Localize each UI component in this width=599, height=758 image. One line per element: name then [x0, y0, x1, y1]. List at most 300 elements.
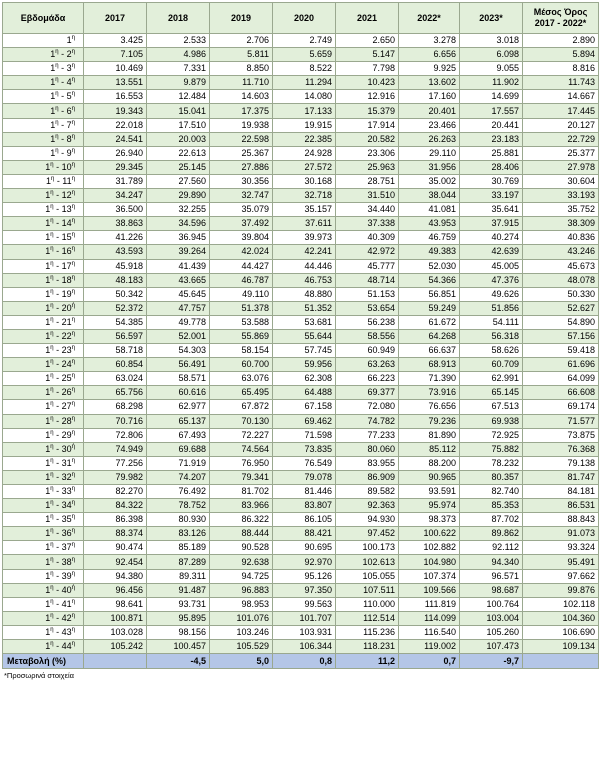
- value-cell: 55.644: [273, 329, 336, 343]
- value-cell: 30.356: [210, 174, 273, 188]
- table-row: [3, 414, 599, 428]
- value-cell: 69.377: [336, 386, 399, 400]
- average-cell: 8.816: [523, 62, 599, 76]
- value-cell: 67.872: [210, 400, 273, 414]
- week-cell: $1^\eta - 27^\eta$: [3, 400, 84, 414]
- header-week: Εβδομάδα: [3, 3, 84, 34]
- value-cell: 3.018: [460, 34, 523, 48]
- value-cell: 78.232: [460, 456, 523, 470]
- value-cell: 10.423: [336, 76, 399, 90]
- value-cell: 11.294: [273, 76, 336, 90]
- header-year: 2019: [210, 3, 273, 34]
- table-row: [3, 90, 599, 104]
- average-cell: 66.608: [523, 386, 599, 400]
- week-cell: $1^\eta - 3^\eta$: [3, 62, 84, 76]
- value-cell: 45.777: [336, 259, 399, 273]
- value-cell: 48.183: [84, 273, 147, 287]
- value-cell: 94.380: [84, 569, 147, 583]
- value-cell: 49.778: [147, 315, 210, 329]
- value-cell: 60.854: [84, 358, 147, 372]
- value-cell: 49.383: [399, 245, 460, 259]
- average-cell: 14.667: [523, 90, 599, 104]
- week-cell: $1^\eta - 22^\eta$: [3, 329, 84, 343]
- value-cell: 30.769: [460, 174, 523, 188]
- value-cell: 83.807: [273, 499, 336, 513]
- value-cell: 68.913: [399, 358, 460, 372]
- value-cell: 116.540: [399, 625, 460, 639]
- value-cell: 65.495: [210, 386, 273, 400]
- value-cell: 36.500: [84, 203, 147, 217]
- table-row: [3, 527, 599, 541]
- value-cell: 40.309: [336, 231, 399, 245]
- value-cell: 96.456: [84, 583, 147, 597]
- value-cell: 86.398: [84, 513, 147, 527]
- value-cell: 2.706: [210, 34, 273, 48]
- value-cell: 49.626: [460, 287, 523, 301]
- value-cell: 26.940: [84, 146, 147, 160]
- value-cell: 101.707: [273, 611, 336, 625]
- value-cell: 39.264: [147, 245, 210, 259]
- value-cell: 43.665: [147, 273, 210, 287]
- value-cell: 11.710: [210, 76, 273, 90]
- week-cell: $1^\eta - 26^\eta$: [3, 386, 84, 400]
- value-cell: 107.374: [399, 569, 460, 583]
- value-cell: 118.231: [336, 640, 399, 654]
- value-cell: 17.133: [273, 104, 336, 118]
- value-cell: 97.350: [273, 583, 336, 597]
- value-cell: 32.718: [273, 189, 336, 203]
- value-cell: 95.126: [273, 569, 336, 583]
- value-cell: 42.639: [460, 245, 523, 259]
- header-average-line1: Μέσος Όρος: [533, 7, 588, 17]
- value-cell: 74.564: [210, 442, 273, 456]
- week-cell: $1^\eta - 38^\eta$: [3, 555, 84, 569]
- value-cell: 43.953: [399, 217, 460, 231]
- table-row: [3, 372, 599, 386]
- value-cell: 104.980: [399, 555, 460, 569]
- value-cell: 100.457: [147, 640, 210, 654]
- value-cell: 87.702: [460, 513, 523, 527]
- week-cell: $1^\eta - 20^ή$: [3, 301, 84, 315]
- value-cell: 72.080: [336, 400, 399, 414]
- average-cell: 40.836: [523, 231, 599, 245]
- value-cell: 92.112: [460, 541, 523, 555]
- week-cell: $1^\eta - 12^\eta$: [3, 189, 84, 203]
- week-cell: $1^\eta - 36^\eta$: [3, 527, 84, 541]
- table-row: [3, 428, 599, 442]
- value-cell: 46.759: [399, 231, 460, 245]
- table-row: [3, 625, 599, 639]
- value-cell: 86.322: [210, 513, 273, 527]
- value-cell: 2.533: [147, 34, 210, 48]
- value-cell: 103.028: [84, 625, 147, 639]
- footer-average: [523, 654, 599, 669]
- value-cell: 3.278: [399, 34, 460, 48]
- table-row: [3, 48, 599, 62]
- value-cell: 100.622: [399, 527, 460, 541]
- header-row: [3, 3, 599, 34]
- average-cell: 22.729: [523, 132, 599, 146]
- average-cell: 30.604: [523, 174, 599, 188]
- value-cell: 88.444: [210, 527, 273, 541]
- value-cell: 58.571: [147, 372, 210, 386]
- value-cell: 97.452: [336, 527, 399, 541]
- value-cell: 39.973: [273, 231, 336, 245]
- value-cell: 57.745: [273, 344, 336, 358]
- value-cell: 80.930: [147, 513, 210, 527]
- value-cell: 77.233: [336, 428, 399, 442]
- value-cell: 47.757: [147, 301, 210, 315]
- value-cell: 79.236: [399, 414, 460, 428]
- value-cell: 62.308: [273, 372, 336, 386]
- value-cell: 8.850: [210, 62, 273, 76]
- table-row: [3, 174, 599, 188]
- value-cell: 72.806: [84, 428, 147, 442]
- value-cell: 38.044: [399, 189, 460, 203]
- value-cell: 119.002: [399, 640, 460, 654]
- value-cell: 60.700: [210, 358, 273, 372]
- value-cell: 13.551: [84, 76, 147, 90]
- value-cell: 70.130: [210, 414, 273, 428]
- week-cell: $1^\eta - 5^\eta$: [3, 90, 84, 104]
- value-cell: 80.357: [460, 470, 523, 484]
- table-row: [3, 456, 599, 470]
- footer-label: Μεταβολή (%): [3, 654, 84, 669]
- value-cell: 84.322: [84, 499, 147, 513]
- value-cell: 65.137: [147, 414, 210, 428]
- value-cell: 74.782: [336, 414, 399, 428]
- average-cell: 20.127: [523, 118, 599, 132]
- footer-value: 11,2: [336, 654, 399, 669]
- value-cell: 61.672: [399, 315, 460, 329]
- value-cell: 105.529: [210, 640, 273, 654]
- value-cell: 75.882: [460, 442, 523, 456]
- footer-value: 5,0: [210, 654, 273, 669]
- value-cell: 44.427: [210, 259, 273, 273]
- table-row: [3, 358, 599, 372]
- value-cell: 56.491: [147, 358, 210, 372]
- value-cell: 14.699: [460, 90, 523, 104]
- average-cell: 76.368: [523, 442, 599, 456]
- value-cell: 90.965: [399, 470, 460, 484]
- table-row: [3, 231, 599, 245]
- value-cell: 71.919: [147, 456, 210, 470]
- value-cell: 27.572: [273, 160, 336, 174]
- value-cell: 5.811: [210, 48, 273, 62]
- week-cell: $1^\eta - 37^\eta$: [3, 541, 84, 555]
- week-cell: $1^\eta - 15^\eta$: [3, 231, 84, 245]
- value-cell: 22.598: [210, 132, 273, 146]
- average-cell: 71.577: [523, 414, 599, 428]
- table-row: [3, 315, 599, 329]
- value-cell: 34.440: [336, 203, 399, 217]
- value-cell: 100.173: [336, 541, 399, 555]
- value-cell: 112.514: [336, 611, 399, 625]
- average-cell: 95.491: [523, 555, 599, 569]
- value-cell: 110.000: [336, 597, 399, 611]
- value-cell: 50.342: [84, 287, 147, 301]
- value-cell: 103.004: [460, 611, 523, 625]
- week-cell: $1^\eta - 40^ή$: [3, 583, 84, 597]
- table-row: [3, 104, 599, 118]
- value-cell: 17.557: [460, 104, 523, 118]
- value-cell: 56.238: [336, 315, 399, 329]
- value-cell: 67.513: [460, 400, 523, 414]
- value-cell: 89.582: [336, 485, 399, 499]
- value-cell: 4.986: [147, 48, 210, 62]
- value-cell: 41.081: [399, 203, 460, 217]
- average-cell: 97.662: [523, 569, 599, 583]
- footer-row: [3, 654, 599, 669]
- table-row: [3, 386, 599, 400]
- value-cell: 42.972: [336, 245, 399, 259]
- value-cell: 94.725: [210, 569, 273, 583]
- value-cell: 79.982: [84, 470, 147, 484]
- value-cell: 53.681: [273, 315, 336, 329]
- value-cell: 62.991: [460, 372, 523, 386]
- table-row: [3, 203, 599, 217]
- week-cell: $1^\eta - 9^\eta$: [3, 146, 84, 160]
- week-cell: $1^\eta - 10^\eta$: [3, 160, 84, 174]
- value-cell: 11.902: [460, 76, 523, 90]
- value-cell: 45.918: [84, 259, 147, 273]
- average-cell: 86.531: [523, 499, 599, 513]
- value-cell: 98.641: [84, 597, 147, 611]
- table-body: [3, 34, 599, 654]
- average-cell: 17.445: [523, 104, 599, 118]
- average-cell: 52.627: [523, 301, 599, 315]
- week-cell: $1^\eta - 33^\eta$: [3, 485, 84, 499]
- value-cell: 56.597: [84, 329, 147, 343]
- table-row: [3, 442, 599, 456]
- value-cell: 34.596: [147, 217, 210, 231]
- value-cell: 60.949: [336, 344, 399, 358]
- value-cell: 36.945: [147, 231, 210, 245]
- value-cell: 99.563: [273, 597, 336, 611]
- value-cell: 92.454: [84, 555, 147, 569]
- value-cell: 103.246: [210, 625, 273, 639]
- value-cell: 86.909: [336, 470, 399, 484]
- value-cell: 25.367: [210, 146, 273, 160]
- value-cell: 111.819: [399, 597, 460, 611]
- week-cell: $1^\eta - 32^\eta$: [3, 470, 84, 484]
- value-cell: 28.406: [460, 160, 523, 174]
- value-cell: 35.157: [273, 203, 336, 217]
- table-row: [3, 118, 599, 132]
- value-cell: 17.510: [147, 118, 210, 132]
- footer-value: -9,7: [460, 654, 523, 669]
- value-cell: 73.916: [399, 386, 460, 400]
- header-average: [523, 3, 599, 34]
- value-cell: 88.374: [84, 527, 147, 541]
- week-cell: $1^\eta - 23^\eta$: [3, 344, 84, 358]
- value-cell: 88.200: [399, 456, 460, 470]
- value-cell: 30.168: [273, 174, 336, 188]
- table-row: [3, 259, 599, 273]
- value-cell: 81.702: [210, 485, 273, 499]
- header-year: 2018: [147, 3, 210, 34]
- average-cell: 69.174: [523, 400, 599, 414]
- average-cell: 48.078: [523, 273, 599, 287]
- week-cell: $1^\eta - 35^\eta$: [3, 513, 84, 527]
- value-cell: 98.156: [147, 625, 210, 639]
- value-cell: 33.197: [460, 189, 523, 203]
- deaths-table: [2, 2, 599, 669]
- table-row: [3, 132, 599, 146]
- week-cell: $1^\eta - 24^\eta$: [3, 358, 84, 372]
- table-row: [3, 160, 599, 174]
- value-cell: 37.338: [336, 217, 399, 231]
- value-cell: 105.055: [336, 569, 399, 583]
- average-cell: 93.324: [523, 541, 599, 555]
- week-cell: $1^\eta - 21^\eta$: [3, 315, 84, 329]
- table-row: [3, 569, 599, 583]
- value-cell: 72.227: [210, 428, 273, 442]
- value-cell: 41.439: [147, 259, 210, 273]
- value-cell: 32.255: [147, 203, 210, 217]
- week-cell: $1^\eta - 13^\eta$: [3, 203, 84, 217]
- table-row: [3, 287, 599, 301]
- week-cell: $1^\eta - 2^\eta$: [3, 48, 84, 62]
- value-cell: 7.798: [336, 62, 399, 76]
- value-cell: 26.263: [399, 132, 460, 146]
- table-container: [2, 2, 595, 681]
- value-cell: 54.111: [460, 315, 523, 329]
- value-cell: 63.263: [336, 358, 399, 372]
- value-cell: 52.372: [84, 301, 147, 315]
- header-year: 2020: [273, 3, 336, 34]
- value-cell: 72.925: [460, 428, 523, 442]
- week-cell: $1^\eta - 19^\eta$: [3, 287, 84, 301]
- value-cell: 89.862: [460, 527, 523, 541]
- value-cell: 70.716: [84, 414, 147, 428]
- value-cell: 67.158: [273, 400, 336, 414]
- average-cell: 88.843: [523, 513, 599, 527]
- value-cell: 59.249: [399, 301, 460, 315]
- value-cell: 85.189: [147, 541, 210, 555]
- value-cell: 47.376: [460, 273, 523, 287]
- value-cell: 92.638: [210, 555, 273, 569]
- value-cell: 76.656: [399, 400, 460, 414]
- footer-value: -4,5: [147, 654, 210, 669]
- value-cell: 9.925: [399, 62, 460, 76]
- value-cell: 69.462: [273, 414, 336, 428]
- value-cell: 115.236: [336, 625, 399, 639]
- value-cell: 95.895: [147, 611, 210, 625]
- value-cell: 24.541: [84, 132, 147, 146]
- value-cell: 53.588: [210, 315, 273, 329]
- value-cell: 76.549: [273, 456, 336, 470]
- value-cell: 17.375: [210, 104, 273, 118]
- value-cell: 5.147: [336, 48, 399, 62]
- average-cell: 79.138: [523, 456, 599, 470]
- average-cell: 61.696: [523, 358, 599, 372]
- table-row: [3, 611, 599, 625]
- value-cell: 52.001: [147, 329, 210, 343]
- value-cell: 82.270: [84, 485, 147, 499]
- average-cell: 64.099: [523, 372, 599, 386]
- week-cell: $1^\eta - 43^\eta$: [3, 625, 84, 639]
- value-cell: 100.871: [84, 611, 147, 625]
- value-cell: 69.688: [147, 442, 210, 456]
- value-cell: 51.153: [336, 287, 399, 301]
- value-cell: 98.373: [399, 513, 460, 527]
- value-cell: 7.105: [84, 48, 147, 62]
- value-cell: 25.963: [336, 160, 399, 174]
- value-cell: 85.353: [460, 499, 523, 513]
- average-cell: 59.418: [523, 344, 599, 358]
- value-cell: 107.473: [460, 640, 523, 654]
- value-cell: 46.753: [273, 273, 336, 287]
- value-cell: 51.352: [273, 301, 336, 315]
- value-cell: 55.869: [210, 329, 273, 343]
- table-row: [3, 273, 599, 287]
- value-cell: 90.474: [84, 541, 147, 555]
- value-cell: 37.611: [273, 217, 336, 231]
- value-cell: 8.522: [273, 62, 336, 76]
- average-cell: 54.890: [523, 315, 599, 329]
- week-cell: $1^\eta - 31^\eta$: [3, 456, 84, 470]
- week-cell: $1^\eta - 41^\eta$: [3, 597, 84, 611]
- value-cell: 10.469: [84, 62, 147, 76]
- value-cell: 23.183: [460, 132, 523, 146]
- table-row: [3, 470, 599, 484]
- value-cell: 77.256: [84, 456, 147, 470]
- average-cell: 99.876: [523, 583, 599, 597]
- value-cell: 58.626: [460, 344, 523, 358]
- value-cell: 37.915: [460, 217, 523, 231]
- table-row: [3, 34, 599, 48]
- average-cell: 104.360: [523, 611, 599, 625]
- value-cell: 19.915: [273, 118, 336, 132]
- value-cell: 54.366: [399, 273, 460, 287]
- value-cell: 58.718: [84, 344, 147, 358]
- value-cell: 106.344: [273, 640, 336, 654]
- average-cell: 73.875: [523, 428, 599, 442]
- value-cell: 19.938: [210, 118, 273, 132]
- value-cell: 2.749: [273, 34, 336, 48]
- value-cell: 62.977: [147, 400, 210, 414]
- value-cell: 20.003: [147, 132, 210, 146]
- value-cell: 17.914: [336, 118, 399, 132]
- value-cell: 102.882: [399, 541, 460, 555]
- value-cell: 101.076: [210, 611, 273, 625]
- value-cell: 89.311: [147, 569, 210, 583]
- week-cell: $1^\eta - 42^\eta$: [3, 611, 84, 625]
- value-cell: 22.018: [84, 118, 147, 132]
- value-cell: 51.856: [460, 301, 523, 315]
- value-cell: 29.890: [147, 189, 210, 203]
- value-cell: 64.488: [273, 386, 336, 400]
- value-cell: 9.055: [460, 62, 523, 76]
- value-cell: 29.345: [84, 160, 147, 174]
- value-cell: 25.881: [460, 146, 523, 160]
- value-cell: 27.560: [147, 174, 210, 188]
- value-cell: 17.160: [399, 90, 460, 104]
- value-cell: 83.966: [210, 499, 273, 513]
- value-cell: 49.110: [210, 287, 273, 301]
- week-cell: $1^\eta - 25^\eta$: [3, 372, 84, 386]
- value-cell: 46.787: [210, 273, 273, 287]
- value-cell: 59.956: [273, 358, 336, 372]
- week-cell: $1^\eta - 6^\eta$: [3, 104, 84, 118]
- value-cell: 54.385: [84, 315, 147, 329]
- value-cell: 60.616: [147, 386, 210, 400]
- value-cell: 6.656: [399, 48, 460, 62]
- value-cell: 40.274: [460, 231, 523, 245]
- value-cell: 37.492: [210, 217, 273, 231]
- value-cell: 19.343: [84, 104, 147, 118]
